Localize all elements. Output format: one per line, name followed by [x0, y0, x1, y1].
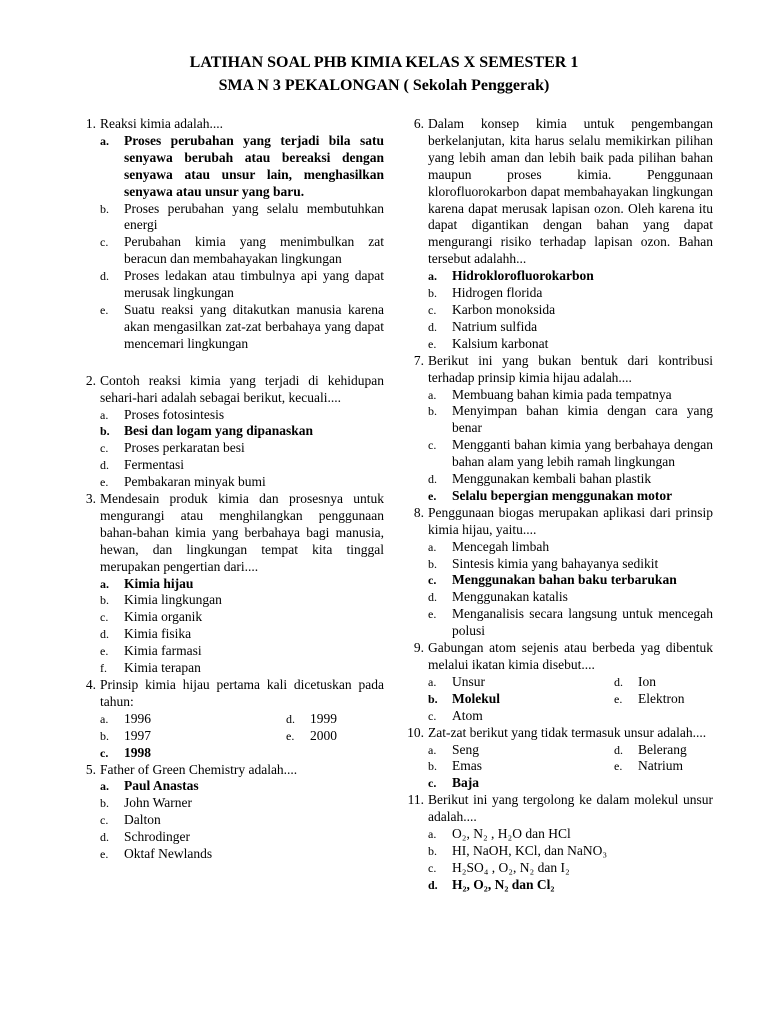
- answer-option: [428, 387, 713, 404]
- answer-option: [428, 471, 713, 488]
- option-letter: d.: [100, 458, 109, 473]
- answer-option: [100, 795, 384, 812]
- left-column: [85, 116, 384, 863]
- option-letter: e.: [614, 691, 623, 706]
- right-column: [407, 116, 713, 894]
- question-11: [407, 792, 713, 893]
- option-text: Emas: [452, 758, 482, 774]
- option-text: Perubahan kimia yang menimbulkan zat beracun dan membahayakan lingkungan: [124, 234, 384, 267]
- option-letter: b.: [428, 286, 437, 301]
- option-letter: a.: [428, 742, 437, 757]
- option-letter: a.: [428, 674, 437, 689]
- option-text: 1998: [124, 744, 151, 760]
- option-text: Proses fotosintesis: [124, 406, 225, 422]
- option-letter: e.: [100, 644, 109, 659]
- option-letter: c.: [100, 610, 109, 625]
- answer-option: [100, 643, 384, 660]
- answer-option: [100, 234, 384, 268]
- answer-option: [428, 488, 713, 505]
- option-text: Proses perkaratan besi: [124, 440, 245, 456]
- question-1: [85, 116, 384, 353]
- option-letter: c.: [428, 708, 437, 723]
- question-7: [413, 352, 713, 505]
- answer-option: [428, 877, 713, 894]
- answer-option: [100, 745, 286, 762]
- option-text: Sintesis kimia yang bahayanya sedikit: [452, 555, 659, 571]
- option-text: 1996: [124, 710, 151, 726]
- option-letter: b.: [100, 593, 109, 608]
- option-letter: c.: [428, 438, 437, 453]
- option-text: Suatu reaksi yang ditakutkan manusia karena akan mengasilkan zat-zat berbahaya yang dapat mencemari lingkungan: [124, 301, 384, 351]
- answer-options: [428, 742, 713, 793]
- option-letter: c.: [100, 441, 109, 456]
- option-text: 1999: [310, 710, 337, 726]
- answer-option: [100, 576, 384, 593]
- question-number: 3.: [85, 491, 96, 507]
- answer-option: [428, 302, 713, 319]
- option-text: HI, NaOH, KCl, dan NaNO₃: [452, 842, 608, 858]
- option-text: Menggunakan kembali bahan plastik: [452, 471, 652, 487]
- answer-option: [100, 592, 384, 609]
- option-letter: a.: [100, 133, 109, 148]
- page-title: LATIHAN SOAL PHB KIMIA KELAS X SEMESTER 1: [189, 54, 579, 71]
- option-letter: e.: [428, 488, 437, 503]
- option-text: Belerang: [638, 741, 687, 757]
- option-letter: b.: [428, 759, 437, 774]
- option-text: Atom: [452, 707, 483, 723]
- option-text: Paul Anastas: [124, 778, 199, 794]
- option-text: Membuang bahan kimia pada tempatnya: [452, 386, 672, 402]
- answer-options: [100, 711, 384, 762]
- option-text: Kimia organik: [124, 609, 203, 625]
- question-stem: Berikut ini yang bukan bentuk dari kontribusi terhadap prinsip kimia hijau adalah....: [428, 352, 713, 385]
- answer-option: [428, 556, 713, 573]
- question-number: 11.: [407, 792, 424, 808]
- question-6: [413, 116, 713, 353]
- option-letter: c.: [428, 302, 437, 317]
- answer-option: [100, 423, 384, 440]
- question-stem: Berikut ini yang tergolong ke dalam molekul unsur adalah....: [428, 792, 713, 825]
- answer-options: [428, 674, 713, 725]
- answer-options: [100, 576, 384, 677]
- option-text: Kimia fisika: [124, 626, 192, 642]
- answer-option: [100, 711, 286, 728]
- option-letter: e.: [614, 759, 623, 774]
- option-text: Hidrogen florida: [452, 285, 543, 301]
- answer-option: [428, 285, 713, 302]
- question-stem: Contoh reaksi kimia yang terjadi di kehidupan sehari-hari adalah sebagai berikut, kecuali....: [100, 372, 384, 405]
- question-2: [85, 372, 384, 491]
- option-letter: e.: [100, 302, 109, 317]
- answer-option: [614, 674, 713, 691]
- option-text: Menggunakan bahan baku terbarukan: [452, 572, 677, 588]
- option-text: Natrium: [638, 758, 683, 774]
- question-stem: Prinsip kimia hijau pertama kali dicetuskan pada tahun:: [100, 677, 384, 709]
- question-10: [407, 724, 713, 793]
- option-letter: b.: [428, 556, 437, 571]
- answer-option: [428, 606, 713, 640]
- option-letter: c.: [428, 573, 437, 588]
- option-text: John Warner: [124, 795, 193, 811]
- option-text: Baja: [452, 775, 479, 791]
- option-text: Mengganti bahan kimia yang berbahaya dengan bahan alam yang lebih ramah lingkungan: [452, 437, 713, 470]
- option-letter: d.: [428, 472, 437, 487]
- option-letter: e.: [428, 336, 437, 351]
- option-letter: c.: [100, 813, 109, 828]
- option-letter: d.: [614, 742, 623, 757]
- option-letter: b.: [428, 691, 438, 706]
- question-stem: Penggunaan biogas merupakan aplikasi dari prinsip kimia hijau, yaitu....: [428, 504, 713, 537]
- option-letter: d.: [428, 590, 437, 605]
- question-9: [413, 640, 713, 725]
- question-number: 2.: [85, 372, 96, 388]
- answer-option: [100, 846, 384, 863]
- answer-option: [428, 758, 614, 775]
- page-subtitle: SMA N 3 PEKALONGAN ( Sekolah Penggerak): [218, 77, 550, 94]
- answer-option: [428, 403, 713, 437]
- option-letter: b.: [428, 404, 437, 419]
- question-number: 1.: [85, 116, 96, 131]
- option-text: Selalu bepergian menggunakan motor: [452, 487, 673, 503]
- answer-option: [428, 319, 713, 336]
- answer-option: [100, 778, 384, 795]
- answer-options: [428, 268, 713, 353]
- answer-option: [100, 407, 384, 424]
- option-text: Kalsium karbonat: [452, 335, 549, 351]
- answer-option: [614, 691, 713, 708]
- option-text: Karbon monoksida: [452, 301, 556, 317]
- option-text: O₂, N₂ , H₂O dan HCl: [452, 826, 571, 842]
- option-letter: a.: [428, 827, 437, 842]
- question-stem: Father of Green Chemistry adalah....: [100, 761, 298, 777]
- answer-option: [428, 539, 713, 556]
- answer-option: [428, 826, 713, 843]
- option-text: Kimia farmasi: [124, 643, 202, 659]
- option-text: Proses ledakan atau timbulnya api yang dapat merusak lingkungan: [124, 268, 384, 301]
- answer-option: [428, 742, 614, 759]
- option-text: Menganalisis secara langsung untuk mencegah polusi: [452, 606, 713, 639]
- option-letter: e.: [100, 847, 109, 862]
- answer-option: [100, 609, 384, 626]
- answer-options: [428, 826, 713, 894]
- option-letter: b.: [428, 843, 437, 858]
- option-letter: a.: [428, 269, 437, 284]
- answer-options: [100, 407, 384, 492]
- question-8: [413, 504, 713, 640]
- option-letter: c.: [100, 745, 109, 760]
- option-text: Natrium sulfida: [452, 318, 538, 334]
- option-letter: b.: [100, 728, 109, 743]
- question-number: 4.: [85, 677, 96, 692]
- answer-option: [100, 457, 384, 474]
- answer-option: [100, 728, 286, 745]
- answer-options: [100, 133, 384, 353]
- answer-option: [428, 691, 614, 708]
- answer-option: [614, 742, 713, 759]
- option-letter: d.: [614, 674, 623, 689]
- question-number: 9.: [413, 640, 424, 656]
- question-4: [85, 677, 384, 762]
- question-number: 6.: [413, 116, 424, 131]
- answer-option: [428, 268, 713, 285]
- question-number: 8.: [413, 504, 424, 520]
- answer-option: [100, 133, 384, 201]
- option-text: Pembakaran minyak bumi: [124, 474, 266, 490]
- option-text: H₂SO₄ , O₂, N₂ dan I₂: [452, 859, 570, 875]
- option-letter: d.: [100, 269, 109, 284]
- option-letter: d.: [286, 711, 295, 726]
- option-text: Schrodinger: [124, 829, 190, 845]
- question-stem: Reaksi kimia adalah....: [100, 116, 223, 131]
- answer-options: [428, 387, 713, 505]
- option-letter: e.: [428, 607, 437, 622]
- answer-option: [428, 843, 713, 860]
- option-letter: a.: [100, 407, 109, 422]
- option-letter: b.: [100, 796, 109, 811]
- option-text: Proses perubahan yang selalu membutuhkan energi: [124, 200, 384, 233]
- answer-option: [286, 728, 384, 745]
- question-stem: Zat-zat berikut yang tidak termasuk unsur adalah....: [428, 724, 707, 740]
- option-text: Mencegah limbah: [452, 538, 550, 554]
- question-stem: Gabungan atom sejenis atau berbeda yag dibentuk melalui ikatan kimia disebut....: [428, 640, 713, 672]
- option-text: Menggunakan katalis: [452, 589, 568, 605]
- option-text: Kimia lingkungan: [124, 592, 222, 608]
- option-text: Kimia hijau: [124, 575, 194, 591]
- question-number: 5.: [85, 761, 96, 777]
- option-text: Kimia terapan: [124, 660, 201, 676]
- option-letter: d.: [428, 319, 437, 334]
- option-letter: f.: [100, 661, 107, 676]
- option-letter: c.: [100, 235, 109, 250]
- answer-option: [428, 708, 614, 725]
- question-3: [85, 491, 384, 677]
- option-text: Dalton: [124, 812, 161, 828]
- answer-option: [428, 860, 713, 877]
- option-text: Proses perubahan yang terjadi bila satu senyawa berubah atau bereaksi dengan senyawa atau unsur lain, menghasilkan senyawa atau unsur yang baru.: [124, 132, 384, 199]
- answer-option: [100, 829, 384, 846]
- option-letter: a.: [100, 779, 109, 794]
- option-text: Menyimpan bahan kimia dengan cara yang benar: [452, 403, 713, 436]
- option-text: Elektron: [638, 690, 685, 706]
- answer-options: [428, 539, 713, 640]
- question-5: [85, 761, 384, 863]
- option-text: Oktaf Newlands: [124, 846, 213, 862]
- option-letter: c.: [428, 776, 437, 791]
- question-stem: Dalam konsep kimia untuk pengembangan berkelanjutan, kita harus selalu memikirkan pilihan yang lebih aman dan lebih baik pada pilihan bahan maupun proses kimia. Penggunaan klorofluorokarbon dapat membahayakan lingkungan karena dapat merusak lapisan ozon. Oleh karena itu dapat digantikan dengan bahan yang dapat mengurangi risiko terhadap lapisan ozon. Bahan tersebut adalahh...: [428, 116, 713, 267]
- answer-option: [428, 674, 614, 691]
- answer-option: [100, 268, 384, 302]
- answer-option: [100, 812, 384, 829]
- answer-option: [428, 572, 713, 589]
- option-letter: a.: [100, 576, 109, 591]
- option-text: Besi dan logam yang dipanaskan: [124, 423, 314, 439]
- answer-option: [614, 758, 713, 775]
- option-text: Seng: [452, 741, 479, 757]
- question-number: 7.: [413, 352, 424, 368]
- option-letter: a.: [100, 711, 109, 726]
- answer-option: [428, 336, 713, 353]
- option-text: Ion: [638, 673, 656, 689]
- option-text: Molekul: [452, 690, 501, 706]
- option-letter: b.: [100, 201, 109, 216]
- answer-option: [100, 474, 384, 491]
- option-letter: e.: [100, 475, 109, 490]
- question-stem: Mendesain produk kimia dan prosesnya untuk mengurangi atau menghilangkan penggunaan bahan-bahan kimia yang berbahaya bagi manusia, hewan, dan lingkungan tempat kita tinggal merupakan pengertian dari....: [100, 491, 384, 574]
- option-letter: e.: [286, 728, 295, 743]
- answer-option: [100, 201, 384, 235]
- option-letter: c.: [428, 860, 437, 875]
- option-letter: a.: [428, 387, 437, 402]
- answer-option: [428, 437, 713, 471]
- option-text: 2000: [310, 727, 337, 743]
- answer-option: [100, 660, 384, 677]
- option-letter: a.: [428, 539, 437, 554]
- option-letter: b.: [100, 424, 110, 439]
- answer-option: [100, 440, 384, 457]
- option-letter: d.: [100, 830, 109, 845]
- option-text: Fermentasi: [124, 457, 184, 473]
- answer-option: [286, 711, 384, 728]
- option-text: H₂, O₂, N₂ dan Cl₂: [452, 876, 555, 892]
- answer-option: [100, 302, 384, 353]
- option-text: Hidroklorofluorokarbon: [452, 268, 594, 284]
- answer-options: [100, 778, 384, 863]
- option-letter: d.: [100, 627, 109, 642]
- option-text: 1997: [124, 727, 151, 743]
- option-letter: d.: [428, 877, 438, 892]
- answer-option: [428, 589, 713, 606]
- answer-option: [100, 626, 384, 643]
- answer-option: [428, 775, 614, 792]
- option-text: Unsur: [452, 673, 485, 689]
- question-number: 10.: [407, 724, 424, 740]
